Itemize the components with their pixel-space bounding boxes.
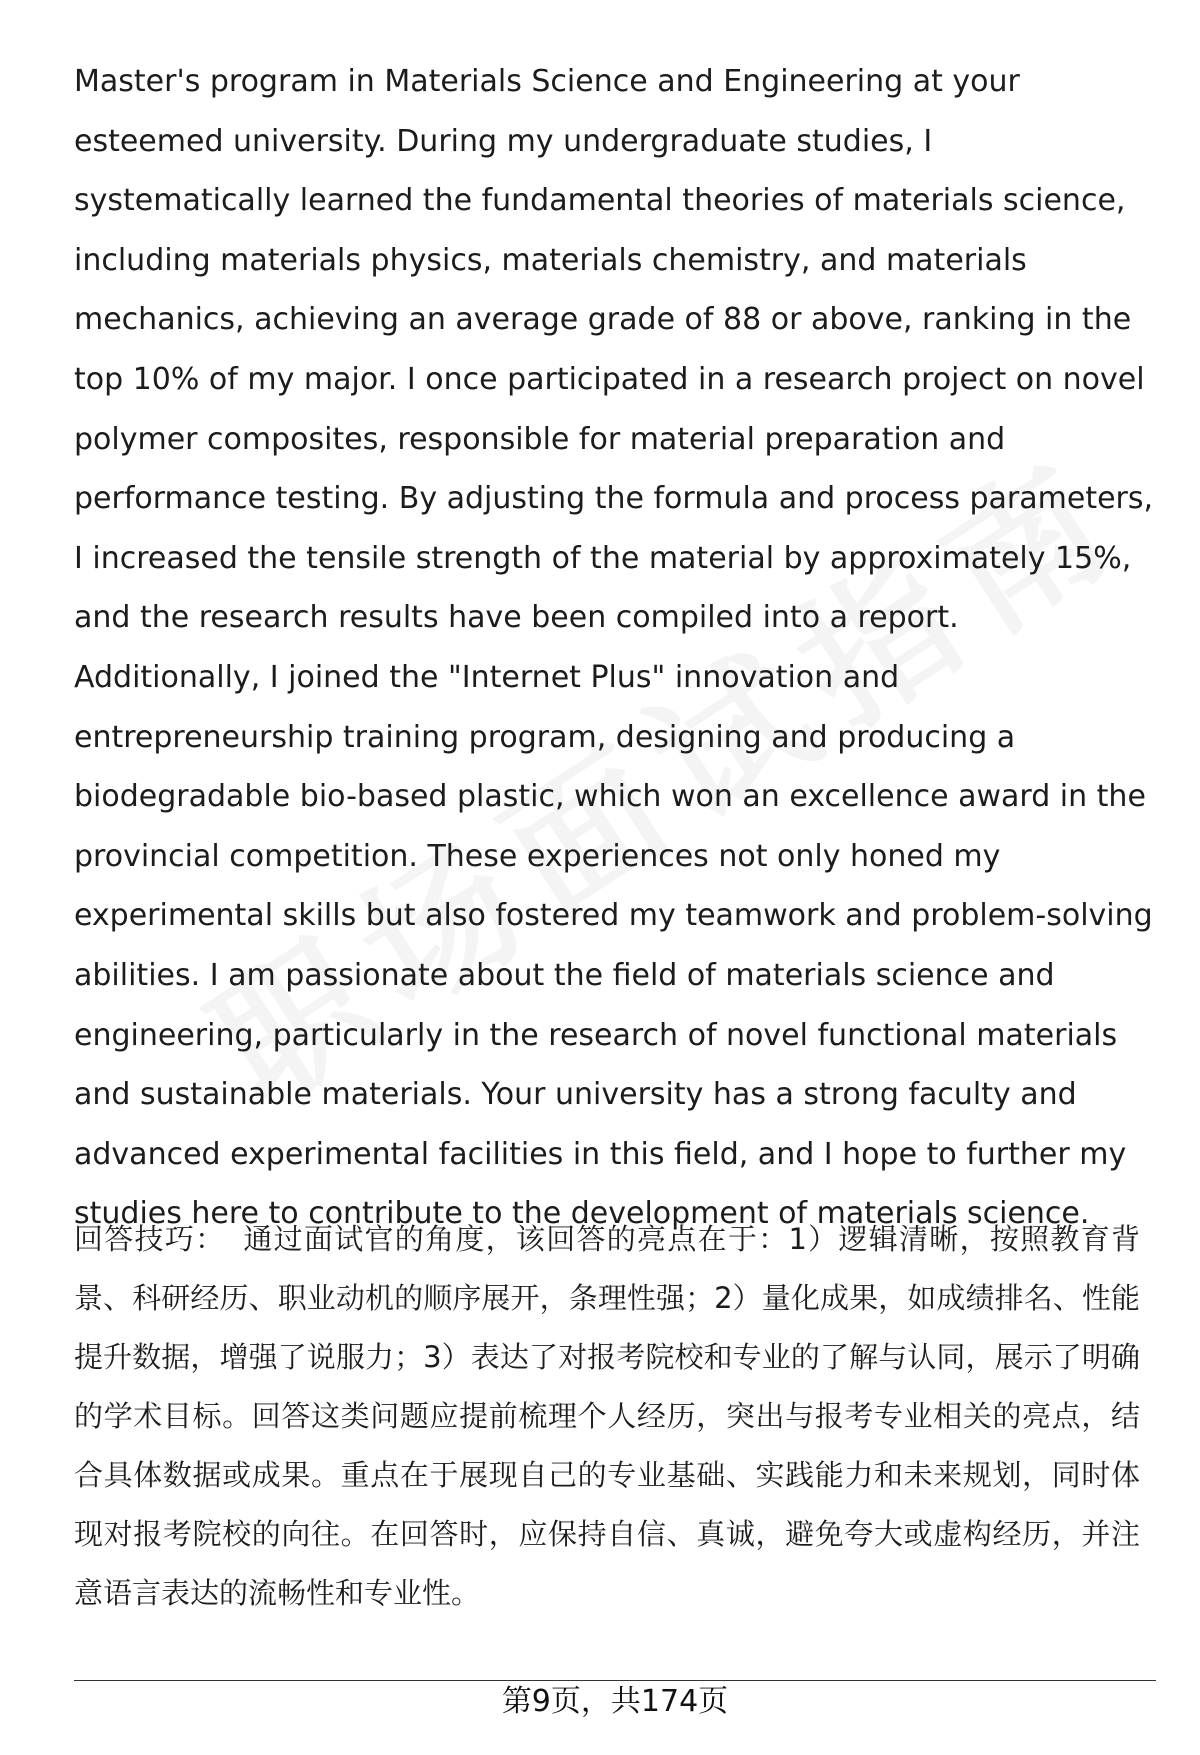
page-number: 第9页，共174页 xyxy=(501,1684,729,1719)
answer-tips-paragraph xyxy=(74,1210,1140,1623)
tips-text: 通过面试官的角度，该回答的亮点在于：1）逻辑清晰，按照教育背景、科研经历、职业动机的顺序展开，条理性强；2）量化成果，如成绩排名、性能提升数据，增强了说服力；3）表达了对报考院校和专业的了解与认同，展示了明确的学术目标。回答这类问题应提前梳理个人经历，突出与报考专业相关的亮点，结合具体数据或成果。重点在于展现自己的专业基础、实践能力和未来规划，同时体现对报考院校的向往。在回答时，应保持自信、真诚，避免夸大或虚构经历，并注意语言表达的流畅性和专业性。 xyxy=(74,1222,1140,1610)
answer-paragraph: Master's program in Materials Science and Engineering at your esteemed university. During my undergraduate studies, I systematically learned the fundamental theories of materials science, including materials physics, materials chemistry, and materials mechanics, achieving an average grade of 88 or above, ranking in the top 10% of my major. I once participated in a research project on novel polymer composites, responsible for material preparation and performance testing. By adjusting the formula and process parameters, I increased the tensile strength of the material by approximately 15%, and the research results have been compiled into a report. Additionally, I joined the "Internet Plus" innovation and entrepreneurship training program, designing and producing a biodegradable bio-based plastic, which won an excellence award in the provincial competition. These experiences not only honed my experimental skills but also fostered my teamwork and problem-solving abilities. I am passionate about the field of materials science and engineering, particularly in the research of novel functional materials and sustainable materials. Your university has a strong faculty and advanced experimental facilities in this field, and I hope to further my studies here to contribute to the development of materials science. xyxy=(74,64,1154,1232)
tips-label: 回答技巧： xyxy=(74,1222,226,1256)
footer-divider xyxy=(74,1680,1156,1681)
